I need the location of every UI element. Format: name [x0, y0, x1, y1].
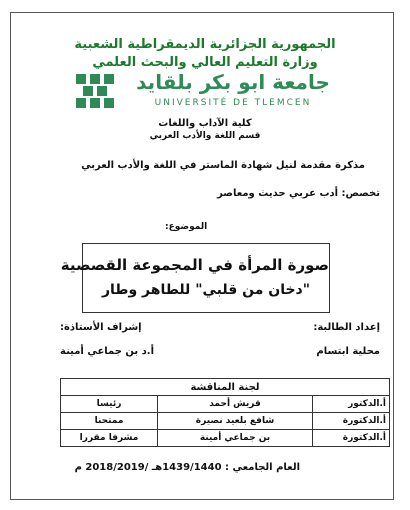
jury-rank: أ.الدكتورة [313, 413, 390, 430]
jury-table [60, 378, 390, 447]
emblem-icon [70, 70, 122, 112]
department-name: قسم اللغة والأدب العربي [149, 131, 261, 141]
title-box [60, 243, 330, 313]
jury-role: ممتحنا [61, 413, 158, 430]
table-row [61, 413, 390, 430]
jury-name: شافع بلعيد نصيرة [158, 413, 313, 430]
university-name-en: UNIVERSITÉ DE TLEMCEN [154, 98, 312, 108]
thesis-purpose: مذكرة مقدمة لنيل شهادة الماستر في اللغة والأدب العربي [81, 160, 365, 171]
jury-title: لجنة المناقشة [61, 379, 390, 396]
thesis-title-line1: صورة المرأة في المجموعة القصصية [60, 256, 329, 274]
student-label: إعداد الطالبة: [313, 322, 380, 333]
jury-name: قريش أحمد [158, 396, 313, 413]
supervisor-label: إشراف الأستاذة: [60, 322, 142, 333]
academic-year: العام الجامعي : 1439/1440هـ /2018/2019 م [74, 462, 300, 473]
jury-rank: أ.الدكتورة [313, 430, 390, 447]
table-row [61, 396, 390, 413]
jury-header-row [61, 379, 390, 396]
republic-title: الجمهورية الجزائرية الديمقراطية الشعبية [74, 37, 336, 52]
ministry-title: وزارة التعليم العالي والبحث العلمي [92, 55, 318, 70]
specialty: تخصص: أدب عربي حديث ومعاصر [217, 188, 380, 199]
faculty-name: كلية الآداب واللغات [158, 118, 252, 129]
jury-rank: أ.الدكتور [313, 396, 390, 413]
jury-name: بن جماعي أمينة [158, 430, 313, 447]
table-row [61, 430, 390, 447]
university-logo [70, 70, 340, 112]
jury-role: رئيسا [61, 396, 158, 413]
student-name: محلية ابتسام [316, 346, 380, 357]
thesis-title-line2: "دخان من قلبي" للطاهر وطار [101, 282, 311, 298]
university-name-ar: جامعة ابو بكر بلقايد [136, 70, 330, 94]
jury-role: مشرفا مقررا [61, 430, 158, 447]
supervisor-name: أ.د بن جماعي أمينة [60, 346, 155, 357]
subject-label: الموضوع: [165, 222, 208, 232]
